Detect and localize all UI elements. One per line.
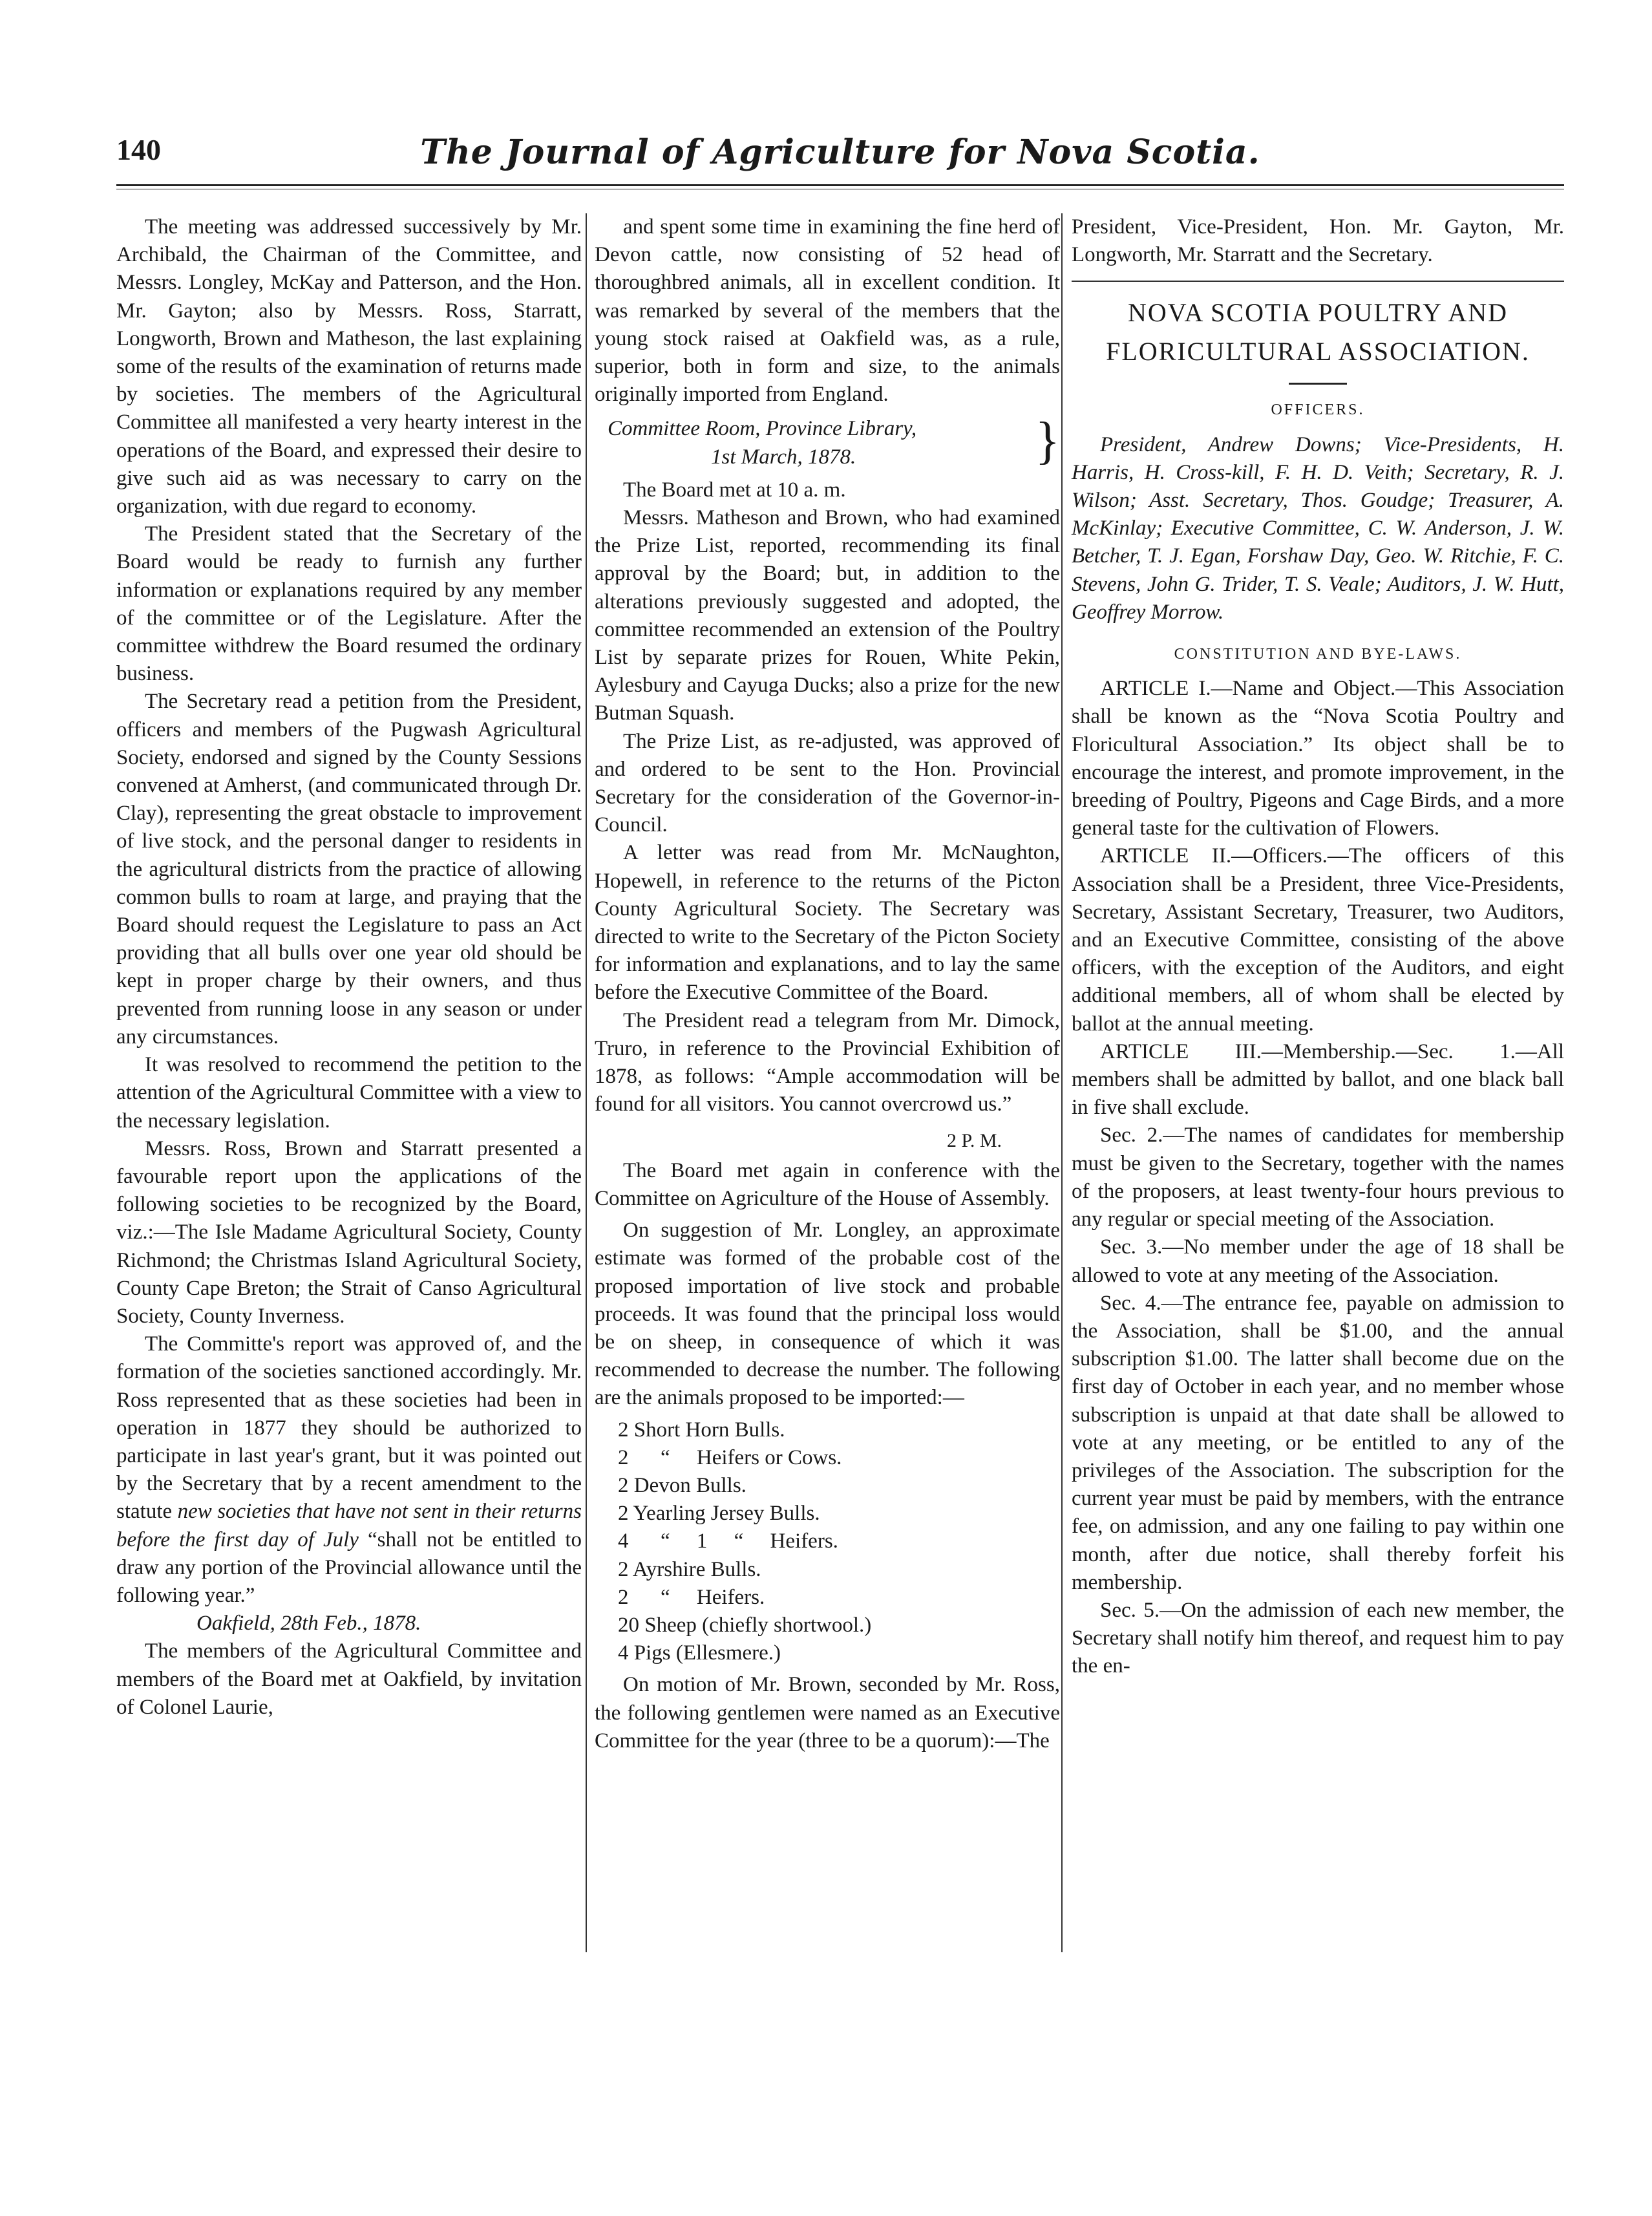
page-number: 140 [116,133,161,166]
short-rule [1289,383,1347,385]
section: Sec. 2.—The names of candidates for membership must be given to the Secretary, together with the names of the proposers, at least twenty-four hours previous to any regular or special meeting of the Association. [1072,1124,1564,1231]
paragraph: and spent some time in examining the fine herd of Devon cattle, now consisting of 52 head of thoroughbred animals, all in excellent condition. It was remarked by several of the members that the young stock raised at Oakfield was, as a rule, superior, both in form and size, to the animals originally imported from England. [595,215,1060,407]
list-item: 2 Yearling Jersey Bulls. [618,1502,820,1526]
page-header [116,133,1564,178]
section: Sec. 4.—The entrance fee, payable on admission to the Association, shall be $1.00, and the annual subscription $1.00. The latter shall become due on the first day of October in each year, and no member whose subscription is unpaid at that date shall be allowed to vote at any meeting, or be entitled to any of the privileges of the Association. The subscription for the current year must be paid by members, with the entrance fee, on admission, and any one failing to pay within one month, after due notice, shall thereby forfeit his membership. [1072,1291,1564,1594]
section-rule [1072,281,1564,282]
paragraph: The Secretary read a petition from the President, officers and members of the Pugwash Agricultural Society, endorsed and signed by the County Sessions convened at Amherst, (and communicated through Dr. Clay), representing the great obstacle to improvement of live stock, and the personal danger to residents in the agricultural districts from the practice of allowing common bulls to roam at large, and praying that the Board should request the Legislature to pass an Act providing that all bulls over one year old should be kept in proper charge by their owners, and thus prevented from running loose in any season or under any circumstances. [116,690,582,1049]
column-divider [1061,213,1063,1952]
paragraph: The President read a telegram from Mr. Dimock, Truro, in reference to the Provincial Exhibition of 1878, as follows: “Ample accommodation will be found for all visitors. You cannot overcrowd us.” [595,1008,1060,1116]
text-run: “shall not be entitled to draw any portion of the Provincial allowance until the following year.” [116,1528,582,1607]
list-item: 20 Sheep (chiefly shortwool.) [618,1613,872,1637]
association-title [1072,293,1564,371]
text-run: The Committe's report was approved of, and the formation of the societies sanctioned accordingly. Mr. Ross represented that as these societies had been in operation in 1877 they should be authorized to participate in last year's grant, but it was pointed out by the Secretary that by a recent amendment to the statute [116,1332,582,1524]
list-item: 2 “ Heifers. [618,1585,765,1609]
paragraph: The Board met again in conference with the Committee on Agriculture of the House of Assembly. [595,1158,1060,1210]
list-item: 4 “ 1 “ Heifers. [618,1529,838,1553]
paragraph: The Board met at 10 a. m. [623,478,846,502]
column-1 [116,213,582,1721]
paragraph [116,1330,582,1610]
section: Sec. 3.—No member under the age of 18 shall be allowed to vote at any meeting of the Association. [1072,1235,1564,1287]
dateline-block [595,412,1060,471]
column-divider [586,213,587,1952]
dateline: Committee Room, Province Library, [608,417,917,441]
journal-title: The Journal of Agriculture for Nova Scotia. [420,133,1260,172]
officers-list: President, Andrew Downs; Vice-Presidents, H. Harris, H. Cross-kill, F. H. D. Veith; Secretary, R. J. Wilson; Asst. Secretary, Thos. Goudge; Treasurer, A. McKinlay; Executive Committee, C. W. Anderson, J. W. Betcher, T. J. Egan, Forshaw Day, Geo. W. Ritchie, F. C. Stevens, John G. Trider, T. S. Veale; Auditors, J. W. Hutt, Geoffrey Morrow. [1072,432,1564,624]
paragraph: The Prize List, as re-adjusted, was approved of and ordered to be sent to the Hon. Provincial Secretary for the consideration of the Governor-in-Council. [595,729,1060,837]
paragraph: The meeting was addressed successively by Mr. Archibald, the Chairman of the Committee, and Messrs. Longley, McKay and Patterson, and the Hon. Mr. Gayton; also by Messrs. Ross, Starratt, Longworth, Brown and Matheson, the last explaining some of the results of the examination of returns made by societies. The members of the Agricultural Committee all manifested a very hearty interest in the operations of the Board, and expressed their desire to give such aid as was necessary to carry on the organization, with due regard to economy. [116,215,582,518]
paragraph: Messrs. Matheson and Brown, who had examined the Prize List, reported, recommending its final approval by the Board; but, in addition to the alterations previously suggested and adopted, the committee recommended an extension of the Poultry List by separate prizes for Rouen, White Pekin, Aylesbury and Cayuga Ducks; also a prize for the new Butman Squash. [595,506,1060,725]
title-line: FLORICULTURAL ASSOCIATION. [1106,337,1530,367]
paragraph: It was resolved to recommend the petition to the attention of the Agricultural Committee with a view to the necessary legislation. [116,1053,582,1133]
brace-glyph: } [1035,412,1060,470]
dateline: Oakfield, 28th Feb., 1878. [196,1612,421,1635]
list-item: 2 Short Horn Bulls. [618,1418,785,1442]
column-2 [595,213,1060,1755]
section: Sec. 5.—On the admission of each new member, the Secretary shall notify him thereof, and request him to pay the en- [1072,1598,1564,1678]
paragraph: Messrs. Ross, Brown and Starratt presented a favourable report upon the applications of the following societies to be recognized by the Board, viz.:—The Isle Madame Agricultural Society, County Richmond; the Christmas Island Agricultural Society, County Cape Breton; the Strait of Canso Agricultural Society, County Inverness. [116,1136,582,1328]
time-heading: 2 P. M. [946,1129,1002,1151]
officers-heading: OFFICERS. [1271,401,1365,419]
list-item: 2 Devon Bulls. [618,1473,747,1497]
list-item: 4 Pigs (Ellesmere.) [618,1641,781,1665]
paragraph: The members of the Agricultural Committee and members of the Board met at Oakfield, by invitation of Colonel Laurie, [116,1639,582,1719]
article: ARTICLE III.—Membership.—Sec. 1.—All members shall be admitted by ballot, and one black ball in five shall exclude. [1072,1039,1564,1120]
article: ARTICLE II.—Officers.—The officers of this Association shall be a President, three Vice-Presidents, Secretary, Assistant Secretary, Treasurer, two Auditors, and an Executive Committee, consisting of the above officers, with the exception of the Auditors, and eight additional members, all of whom shall be elected by ballot at the annual meeting. [1072,844,1564,1036]
article: ARTICLE I.—Name and Object.—This Association shall be known as the “Nova Scotia Poultry and Floricultural Association.” Its object shall be to encourage the interest, and promote improvement, in the breeding of Poultry, Pigeons and Cage Birds, and a more general taste for the cultivation of Flowers. [1072,677,1564,840]
dateline: 1st March, 1878. [711,445,856,469]
paragraph: The President stated that the Secretary of the Board would be ready to furnish any further information or explanations required by any member of the committee or of the Legislature. After the committee withdrew the Board resumed the ordinary business. [116,522,582,686]
paragraph: A letter was read from Mr. McNaughton, Hopewell, in reference to the returns of the Picton County Agricultural Society. The Secretary was directed to write to the Secretary of the Picton Society for information and explanations, and to lay the same before the Executive Committee of the Board. [595,841,1060,1005]
list-item: 2 Ayrshire Bulls. [618,1557,761,1581]
italic-run: new societies that have not sent in their returns before the first day of July [116,1500,582,1551]
paragraph: On suggestion of Mr. Longley, an approximate estimate was formed of the probable cost of the proposed importation of live stock and probable proceeds. It was found that the principal loss would be on sheep, in consequence of which it was recommended to decrease the number. The following are the animals proposed to be imported:— [595,1219,1060,1410]
import-list [618,1416,1060,1668]
header-rule [116,184,1564,189]
paragraph: On motion of Mr. Brown, seconded by Mr. Ross, the following gentlemen were named as an Executive Committee for the year (three to be a quorum):—The [595,1673,1060,1753]
constitution-heading: CONSTITUTION AND BYE-LAWS. [1174,646,1462,663]
title-line: NOVA SCOTIA POULTRY AND [1128,298,1508,328]
paragraph: President, Vice-President, Hon. Mr. Gayton, Mr. Longworth, Mr. Starratt and the Secretary. [1072,215,1564,267]
column-3 [1072,213,1564,1681]
list-item: 2 “ Heifers or Cows. [618,1445,842,1469]
